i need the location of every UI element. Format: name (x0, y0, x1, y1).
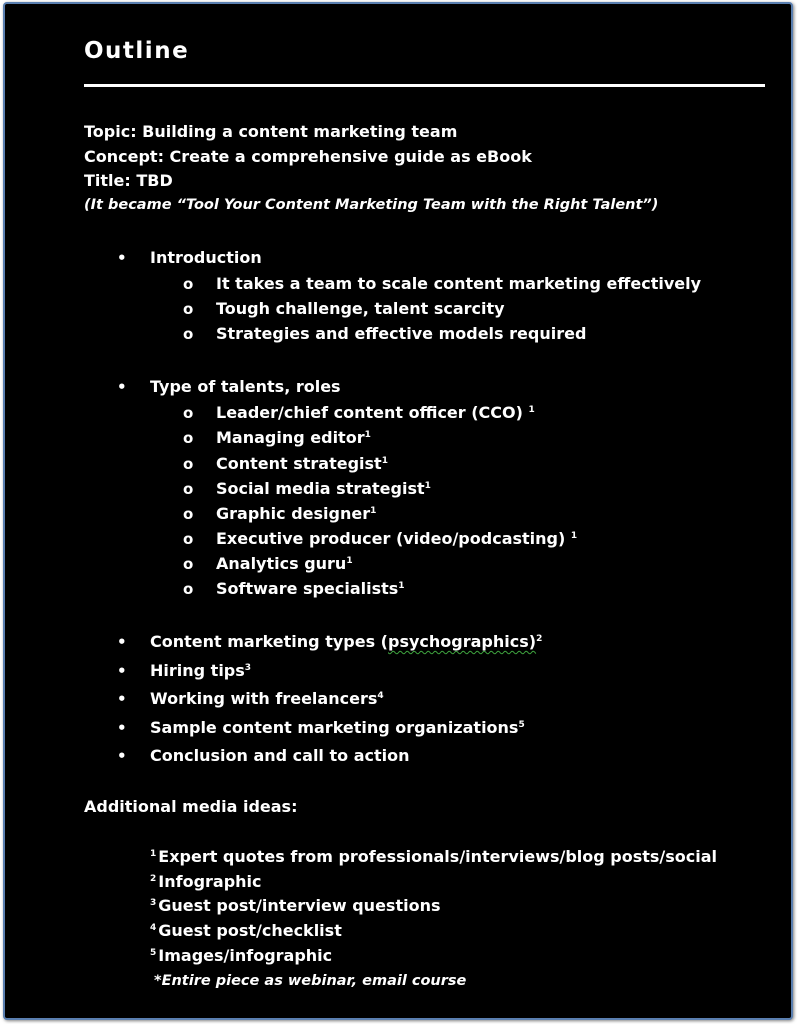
sub-bullet-icon: o (183, 300, 194, 318)
sub-bullet-icon: o (183, 325, 194, 343)
sub-bullet-icon: o (183, 580, 194, 598)
bullet-icon: • (117, 747, 127, 765)
sub-bullet-icon: o (183, 404, 194, 422)
bullet-icon: • (117, 690, 127, 708)
media-item: $^3$ Guest post/interview questions (150, 896, 441, 915)
role-item: Software specialists$^1$ (216, 579, 405, 598)
footnote-ref: 1 (528, 405, 535, 415)
footnote-ref: 2 (536, 634, 543, 644)
introduction-item: Tough challenge, talent scarcity (216, 299, 505, 318)
section-roles-label: Type of talents, roles (150, 377, 341, 396)
section-item: Content marketing types (psychographics)$^2$ (150, 632, 543, 651)
role-item: Analytics guru$^1$ (216, 554, 353, 573)
footnote-ref: 4 (377, 691, 384, 701)
section-item: Working with freelancers$^4$ (150, 689, 384, 708)
title-line: Title: TBD (84, 171, 173, 190)
footnote-number: 3 (150, 898, 157, 908)
media-heading: Additional media ideas: (84, 797, 298, 816)
footnote-ref: 1 (346, 556, 353, 566)
role-item: Content strategist$^1$ (216, 454, 388, 473)
sub-bullet-icon: o (183, 429, 194, 447)
concept-line: Concept: Create a comprehensive guide as eBook (84, 147, 532, 166)
role-item: Graphic designer$^1$ (216, 504, 377, 523)
sub-bullet-icon: o (183, 505, 194, 523)
footnote-ref: 1 (398, 581, 405, 591)
title-note: (It became “Tool Your Content Marketing Team with the Right Talent”) (84, 197, 659, 213)
footnote-number: 5 (150, 948, 157, 958)
introduction-item: It takes a team to scale content marketing effectively (216, 274, 702, 293)
role-item: Managing editor$^1$ (216, 428, 371, 447)
section-introduction-label: Introduction (150, 248, 262, 267)
sub-bullet-icon: o (183, 480, 194, 498)
bullet-icon: • (117, 633, 127, 651)
footnote-ref: 5 (518, 720, 525, 730)
footnote-ref: 1 (364, 430, 371, 440)
document-page (3, 2, 793, 1020)
bullet-icon: • (117, 662, 127, 680)
media-item: $^1$ Expert quotes from professionals/interviews/blog posts/social (150, 847, 718, 866)
section-item: Hiring tips$^3$ (150, 661, 252, 680)
role-item: Social media strategist$^1$ (216, 479, 431, 498)
section-item: Sample content marketing organizations$^5$ (150, 718, 525, 737)
page-title: Outline (84, 38, 190, 64)
footnote-number: 1 (150, 849, 157, 859)
sub-bullet-icon: o (183, 275, 194, 293)
footnote-ref: 1 (381, 456, 388, 466)
footnote-ref: 1 (370, 506, 377, 516)
sub-bullet-icon: o (183, 530, 194, 548)
media-item: $^5$ Images/infographic (150, 946, 333, 965)
footnote-ref: 1 (570, 531, 578, 541)
footnote-ref: 3 (244, 663, 252, 673)
introduction-item: Strategies and effective models required (216, 324, 587, 343)
title-divider (84, 84, 765, 87)
role-item: Leader/chief content officer (CCO) $^1$ (216, 403, 535, 422)
topic-line: Topic: Building a content marketing team (84, 122, 458, 141)
spellcheck-underlined-word: psychographics) (388, 632, 537, 651)
sub-bullet-icon: o (183, 555, 194, 573)
role-item: Executive producer (video/podcasting) $^1$ (216, 529, 578, 548)
media-item: $^2$ Infographic (150, 872, 262, 891)
footnote-ref: 1 (424, 481, 431, 491)
sub-bullet-icon: o (183, 455, 194, 473)
bullet-icon: • (117, 249, 127, 267)
footnote-number: 4 (150, 923, 157, 933)
footnote-number: 2 (150, 874, 157, 884)
bullet-icon: • (117, 719, 127, 737)
section-item: Conclusion and call to action (150, 746, 410, 765)
media-item: $^4$ Guest post/checklist (150, 921, 342, 940)
media-footnote: *Entire piece as webinar, email course (154, 973, 467, 989)
bullet-icon: • (117, 378, 127, 396)
